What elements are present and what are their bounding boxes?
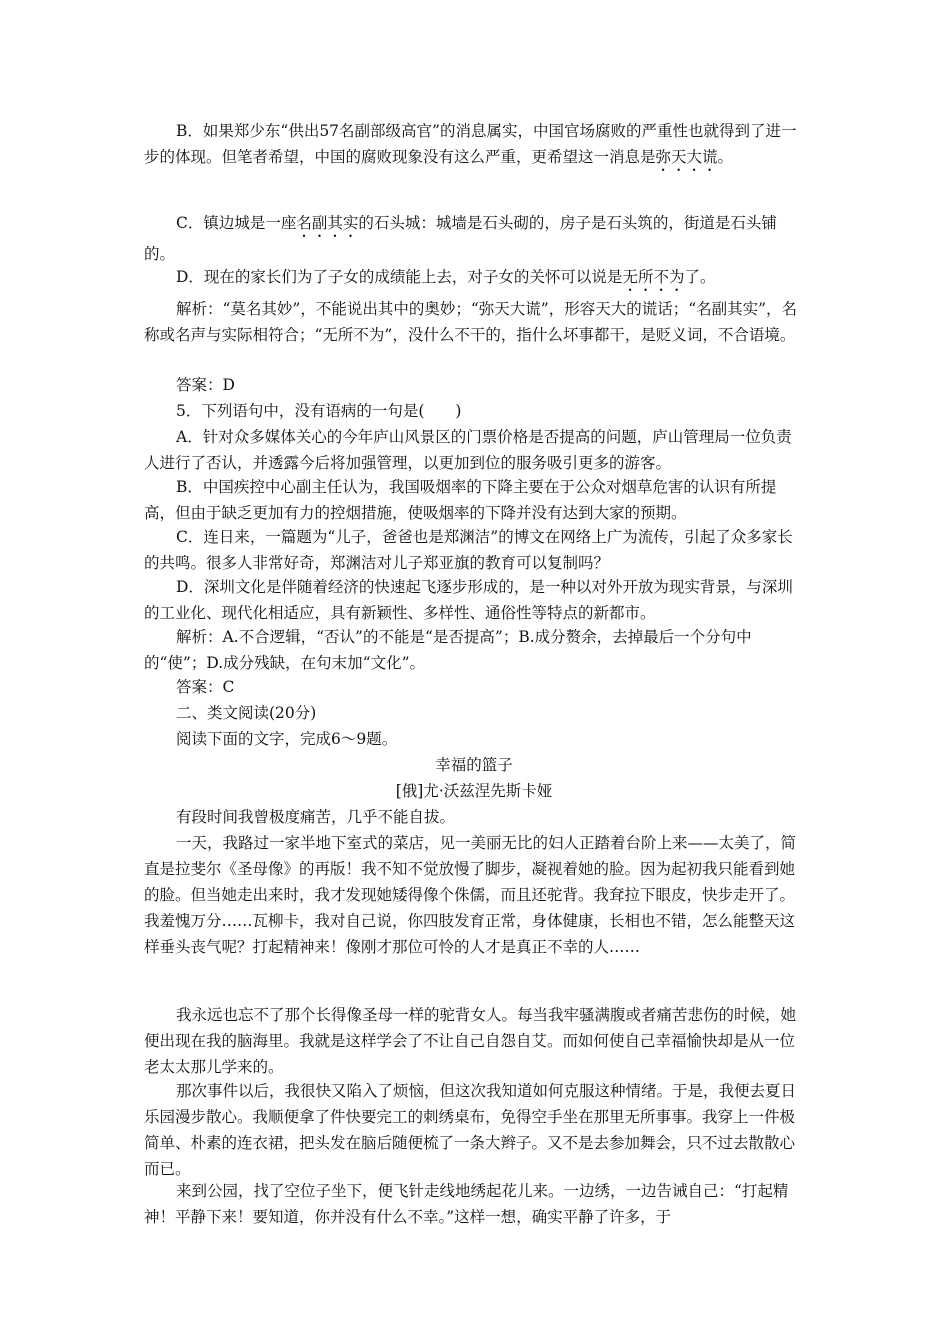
article-paragraph: 那次事件以后，我很快又陷入了烦恼，但这次我知道如何克服这种情绪。于是，我便去夏日乐园漫步散心。我顺便拿了件快要完工的刺绣桌布，免得空手坐在那里无所事事。我穿上一件极简单、朴素的连衣裙，把头发在脑后随便梳了一条大辫子。又不是去参加舞会，只不过去散散心而已。 [144, 1082, 797, 1178]
article-author: [俄]尤·沃兹涅先斯卡娅 [395, 782, 553, 800]
emphasis-mitian-dahuang: 弥天大谎 [655, 148, 718, 166]
q5-analysis: 解析：A.不合逻辑，“否认”的不能是“是否提高”；B.成分赘余，去掉最后一个分句中的“使”；D.成分残缺，在句末加“文化”。 [144, 628, 752, 672]
article-paragraph: 我永远也忘不了那个长得像圣母一样的驼背女人。每当我牢骚满腹或者痛苦悲伤的时候，她便出现在我的脑海里。我就是这样学会了不让自己自怨自艾。而如何使自己幸福愉快却是从一位老太太那儿学来的。 [144, 1006, 797, 1076]
section-instruction: 阅读下面的文字，完成6～9题。 [176, 730, 398, 748]
q4-option-c: C．镇边城是一座名副其实的石头城：城墙是石头砌的，房子是石头筑的，街道是石头铺的。 [144, 214, 777, 263]
q4-analysis: 解析：“莫名其妙”，不能说出其中的奥妙；“弥天大谎”，形容天大的谎话；“名副其实”，名称或名声与实际相符合；“无所不为”，没什么不干的，指什么坏事都干，是贬义词，不合语境。 [144, 300, 798, 344]
article-paragraph: 有段时间我曾极度痛苦，几乎不能自拔。 [176, 808, 456, 826]
article-paragraph: 一天，我路过一家半地下室式的菜店，见一美丽无比的妇人正踏着台阶上来——太美了，简直是拉斐尔《圣母像》的再版！我不知不觉放慢了脚步，凝视着她的脸。因为起初我只能看到她的脸。但当她走出来时，我才发现她矮得像个侏儒，而且还驼背。我耷拉下眼皮，快步走开了。我羞愧万分……瓦柳卡，我对自己说，你四肢发育正常，身体健康，长相也不错，怎么能整天这样垂头丧气呢？打起精神来！像刚才那位可怜的人才是真正不幸的人…… [144, 834, 797, 956]
q4-answer: 答案：D [176, 376, 235, 394]
q5-option-b: B．中国疾控中心副主任认为，我国吸烟率的下降主要在于公众对烟草危害的认识有所提高，但由于缺乏更加有力的控烟措施，使吸烟率的下降并没有达到大家的预期。 [144, 478, 777, 522]
q5-option-a: A．针对众多媒体关心的今年庐山风景区的门票价格是否提高的问题，庐山管理局一位负责人进行了否认，并透露今后将加强管理，以更加到位的服务吸引更多的游客。 [144, 428, 792, 472]
q5-answer: 答案：C [176, 678, 235, 696]
q4-option-b: B．如果郑少东“供出57名副部级高官”的消息属实，中国官场腐败的严重性也就得到了进一步的体现。但笔者希望，中国的腐败现象没有这么严重，更希望这一消息是弥天大谎。 [144, 122, 797, 166]
q5-option-d: D．深圳文化是伴随着经济的快速起飞逐步形成的，是一种以对外开放为现实背景，与深圳的工业化、现代化相适应，具有新颖性、多样性、通俗性等特点的新都市。 [144, 578, 793, 622]
emphasis-mingfu-qishi: 名副其实 [296, 214, 359, 232]
q5-stem: 5．下列语句中，没有语病的一句是( ) [176, 402, 462, 420]
q5-option-c: C．连日来，一篇题为“儿子，爸爸也是郑渊洁”的博文在网络上广为流传，引起了众多家长的共鸣。很多人非常好奇，郑渊洁对儿子郑亚旗的教育可以复制吗？ [144, 528, 793, 572]
article-title: 幸福的篮子 [435, 756, 513, 774]
q4-option-d: D．现在的家长们为了子女的成绩能上去，对子女的关怀可以说是无所不为了。 [176, 268, 716, 286]
emphasis-wusuo-buwei: 无所不为 [622, 268, 685, 286]
article-paragraph: 来到公园，找了空位子坐下，便飞针走线地绣起花儿来。一边绣，一边告诫自己：“打起精神！平静下来！要知道，你并没有什么不幸。”这样一想，确实平静了许多，于 [144, 1182, 789, 1226]
section-heading: 二、类文阅读(20分) [176, 704, 317, 722]
